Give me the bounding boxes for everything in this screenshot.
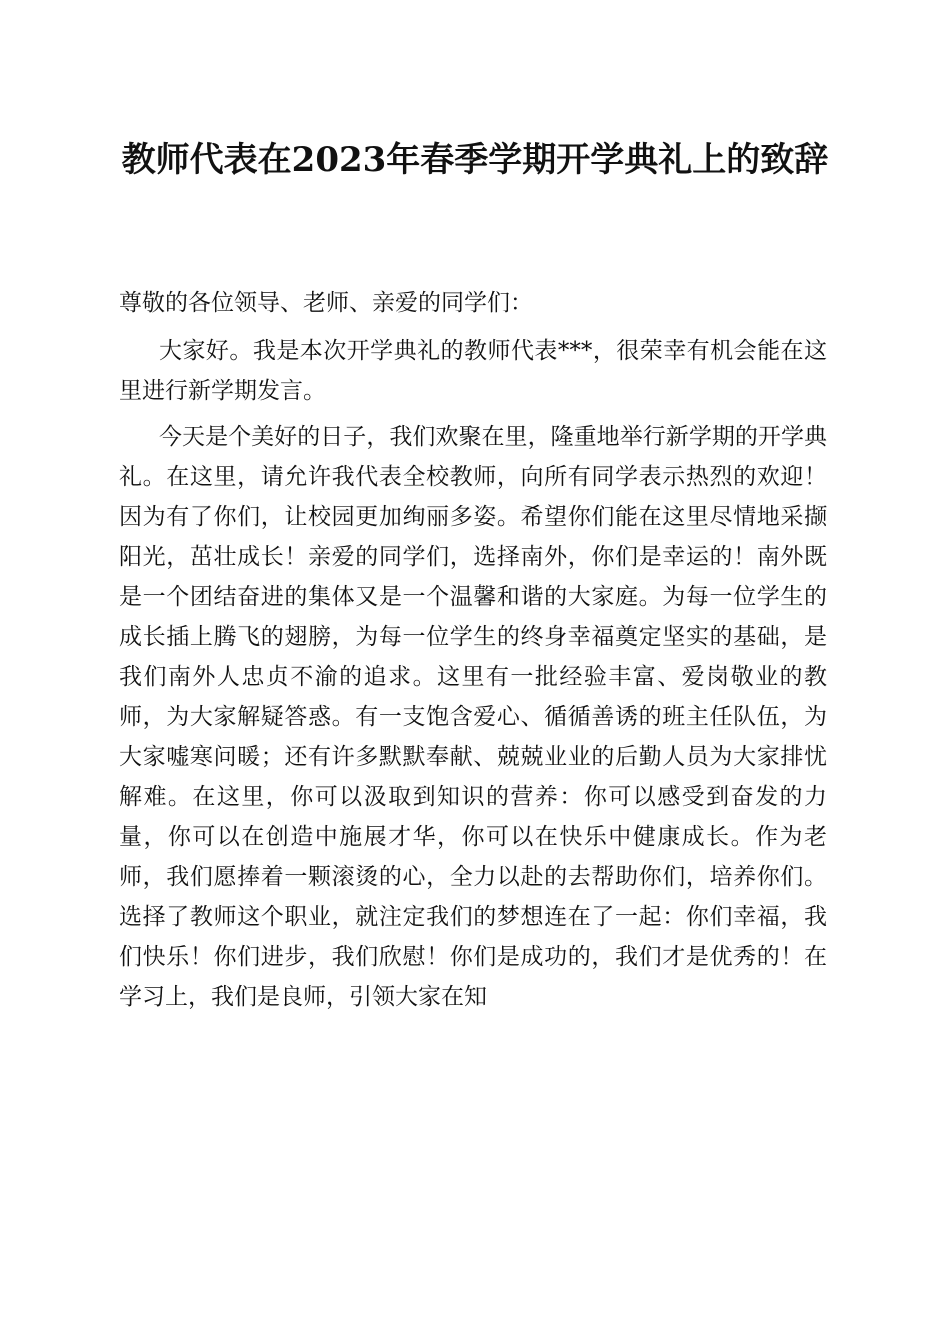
paragraph-greeting: 大家好。我是本次开学典礼的教师代表***，很荣幸有机会能在这里进行新学期发言。 (119, 338, 827, 404)
paragraph-main: 今天是个美好的日子，我们欢聚在里，隆重地举行新学期的开学典礼。在这里，请允许我代表全校教师，向所有同学表示热烈的欢迎！因为有了你们，让校园更加绚丽多姿。希望你们能在这里尽情地采撷阳光，茁壮成长！亲爱的同学们，选择南外，你们是幸运的！南外既是一个团结奋进的集体又是一个温馨和谐的大家庭。为每一位学生的成长插上腾飞的翅膀，为每一位学生的终身幸福奠定坚实的基础，是我们南外人忠贞不渝的追求。这里有一批经验丰富、爱岗敬业的教师，为大家解疑答惑。有一支饱含爱心、循循善诱的班主任队伍，为大家嘘寒问暖；还有许多默默奉献、兢兢业业的后勤人员为大家排忧解难。在这里，你可以汲取到知识的营养：你可以感受到奋发的力量，你可以在创造中施展才华，你可以在快乐中健康成长。作为老师，我们愿捧着一颗滚烫的心，全力以赴的去帮助你们，培养你们。选择了教师这个职业，就注定我们的梦想连在了一起：你们幸福，我们快乐！你们进步，我们欣慰！你们是成功的，我们才是优秀的！在学习上，我们是良师，引领大家在知 (119, 424, 827, 1010)
document-title: 教师代表在2023年春季学期开学典礼上的致辞 (121, 140, 829, 180)
document-body (119, 283, 827, 1023)
salutation: 尊敬的各位领导、老师、亲爱的同学们： (119, 290, 533, 316)
